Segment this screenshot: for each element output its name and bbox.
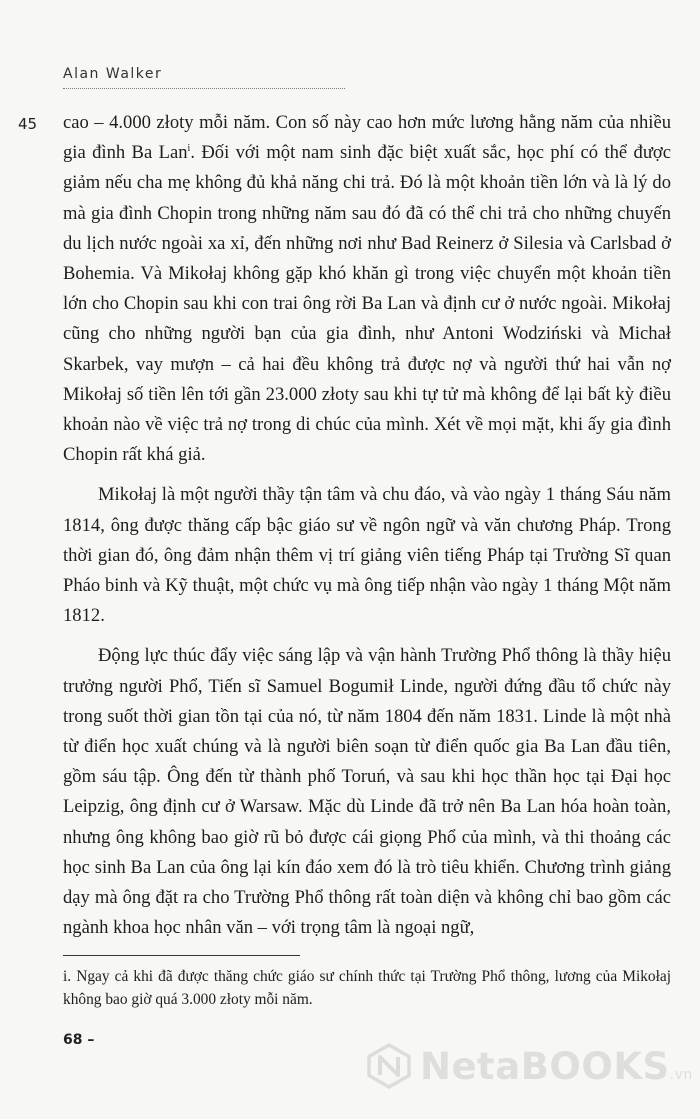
paragraph-2: Mikołaj là một người thầy tận tâm và chu đáo, và vào ngày 1 tháng Sáu năm 1814, ông được thăng cấp bậc giáo sư về ngôn ngữ và văn chương Pháp. Trong thời gian đó, ông đảm nhận thêm vị trí giảng viên tiếng Pháp tại Trường Sĩ quan Pháo binh và Kỹ thuật, một chức vụ mà ông tiếp nhận vào ngày 1 tháng Một năm 1812. — [63, 484, 671, 627]
footnote-rule — [63, 955, 300, 956]
watermark — [366, 1043, 693, 1089]
footnote-reference[interactable]: i — [187, 143, 191, 155]
margin-number: 45 — [18, 115, 38, 133]
body-text — [63, 108, 671, 943]
netabooks-logo-icon — [366, 1043, 412, 1089]
watermark-text: NetaBOOKS.vn — [420, 1044, 693, 1088]
paragraph-1: cao – 4.000 złoty mỗi năm. Con số này cao hơn mức lương hằng năm của nhiều gia đình Ba Lan$^i$. Đối với một nam sinh đặc biệt xuất sắc, học phí có thể được giảm nếu cha mẹ không đủ khả năng chi trả. Đó là một khoản tiền lớn và là lý do mà gia đình Chopin trong những năm sau đó đã có thể chi trả cho những chuyến du lịch nước ngoài xa xỉ, đến những nơi như Bad Reinerz ở Silesia và Carlsbad ở Bohemia. Và Mikołaj không gặp khó khăn gì trong việc chuyển một khoản tiền lớn cho Chopin sau khi con trai ông rời Ba Lan và định cư ở nước ngoài. Mikołaj cũng cho những người bạn của gia đình, như Antoni Wodziński và Michał Skarbek, vay mượn – cả hai đều không trả được nợ và người thứ hai vẫn nợ Mikołaj số tiền lên tới gần 23.000 złoty sau khi tự tử mà không để lại bất kỳ điều khoản nào về việc trả nợ trong di chúc của mình. Xét về mọi mặt, khi ấy gia đình Chopin rất khá giả. — [63, 112, 672, 466]
footnote: i. Ngay cả khi đã được thăng chức giáo sư chính thức tại Trường Phổ thông, lương của Mikołaj không bao giờ quá 3.000 złoty mỗi năm. — [63, 968, 671, 1008]
paragraph-3: Động lực thúc đẩy việc sáng lập và vận hành Trường Phổ thông là thầy hiệu trưởng người Phổ, Tiến sĩ Samuel Bogumił Linde, người đứng đầu tổ chức này trong suốt thời gian tồn tại của nó, từ năm 1804 đến năm 1831. Linde là một nhà từ điển học xuất chúng và là người biên soạn từ điển quốc gia Ba Lan đầu tiên, gồm sáu tập. Ông đến từ thành phố Toruń, và sau khi học thần học tại Đại học Leipzig, ông định cư ở Warsaw. Mặc dù Linde đã trở nên Ba Lan hóa hoàn toàn, nhưng ông không bao giờ rũ bỏ được cái giọng Phổ của mình, và thi thoảng các học sinh Ba Lan của ông lại kín đáo xem đó là trò tiêu khiển. Chương trình giảng dạy mà ông đặt ra cho Trường Phổ thông rất toàn diện và không chỉ bao gồm các ngành khoa học nhân văn – với trọng tâm là ngoại ngữ, — [63, 645, 671, 939]
header-rule — [63, 88, 345, 89]
running-header-author: Alan Walker — [63, 66, 163, 82]
page-number: 68 – — [63, 1032, 95, 1048]
